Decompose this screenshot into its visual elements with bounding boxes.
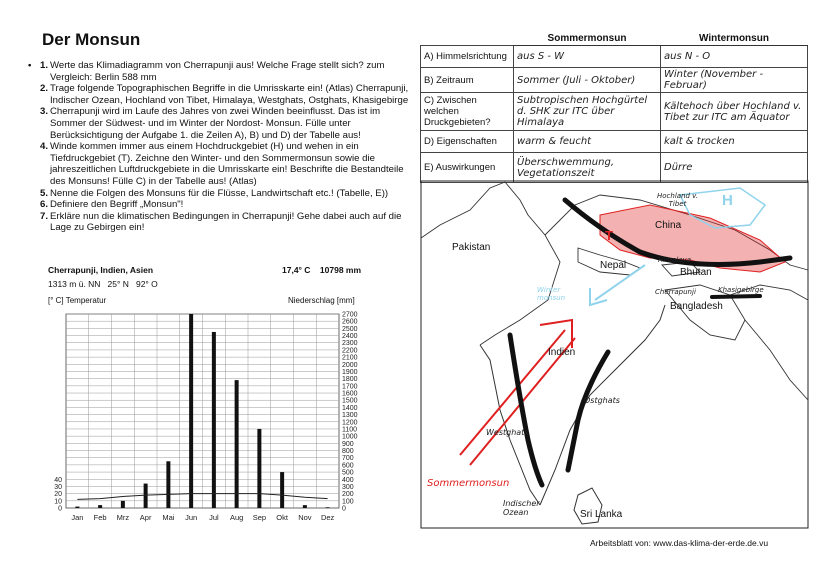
table-cell-winter: kalt & trocken	[661, 131, 808, 153]
precip-tick-label: 300	[342, 483, 354, 491]
precip-tick-label: 1300	[342, 412, 358, 420]
precip-tick-label: 2100	[342, 354, 358, 362]
map-label-hoch: H	[722, 192, 733, 209]
task-number: 7.	[39, 210, 48, 222]
precip-tick-label: 2400	[342, 333, 358, 341]
map-label-tibet: Hochland v. Tibet	[657, 192, 698, 208]
task-text: Werte das Klimadiagramm von Cherrapunji aus! Welche Frage stellt sich? zum Vergleich: Berlin 588 mm	[50, 60, 385, 83]
map-coast-india-east	[540, 305, 665, 505]
precip-tick-label: 2200	[342, 347, 358, 355]
month-tick-label: Nov	[298, 513, 312, 522]
map-label-china: China	[655, 220, 682, 231]
task-text: Erkläre nun die klimatischen Bedingungen in Cherrapunji! Gehe dabei auch auf die Lage zu Gebirgen ein!	[50, 210, 402, 234]
map-label-sommermonsun: Sommermonsun	[427, 478, 510, 489]
precip-tick-label: 2000	[342, 361, 358, 369]
table-cell-label: E) Auswirkungen	[421, 153, 514, 183]
precip-tick-label: 100	[342, 498, 354, 506]
month-tick-label: Sep	[252, 513, 267, 522]
temp-tick-label: 0	[58, 505, 62, 513]
task-text: Nenne die Folgen des Monsuns für die Flüsse, Landwirtschaft etc.! (Tabelle, E))	[50, 187, 389, 199]
map-label-tief: T	[605, 228, 613, 243]
station-name: Cherrapunji, Indien, Asien	[48, 265, 154, 275]
table-cell-sommer: warm & feucht	[514, 131, 661, 153]
khasigebirge-line	[712, 296, 760, 297]
task-number: 6.	[39, 199, 48, 211]
map-label-bangladesh: Bangladesh	[670, 301, 723, 312]
precip-tick-label: 2500	[342, 325, 358, 333]
task-number: 5.	[39, 187, 48, 199]
precip-tick-label: 2600	[342, 318, 358, 326]
task-text: Cherrapunji wird im Laufe des Jahres von zwei Winden beeinflusst. Das ist im Sommer der Südwest- und im Winter der Nordost- Monsun. Fülle unter Berücksichtigung der Aufgabe 1. die Zeilen A), B) und D) der Tabelle aus!	[50, 106, 381, 141]
month-tick-label: Okt	[276, 513, 288, 522]
temperature-axis-label: [° C] Temperatur	[48, 296, 107, 305]
precip-tick-label: 800	[342, 448, 354, 456]
table-cell-sommer: aus S - W	[514, 46, 661, 68]
table-cell-winter: Dürre	[661, 153, 808, 183]
station-coords: 1313 m ü. NN 25° N 92° O	[48, 279, 158, 289]
table-cell-label: D) Eigenschaften	[421, 131, 514, 153]
temp-tick-label: 10	[54, 498, 62, 506]
temp-summary: 17,4° C	[282, 265, 311, 275]
month-tick-label: Aug	[229, 513, 244, 522]
precip-tick-label: 0	[342, 505, 346, 513]
map-label-cherrapunji: Cherrapunji	[655, 288, 696, 296]
task-number: 4.	[39, 141, 48, 153]
month-tick-label: Mrz	[116, 513, 130, 522]
precip-tick-label: 600	[342, 462, 354, 470]
map-label-nepal: Nepal	[600, 260, 627, 271]
precip-tick-label: 1700	[342, 383, 358, 391]
precipitation-axis-label: Niederschlag [mm]	[288, 296, 355, 305]
task-text: Trage folgende Topographischen Begriffe in die Umrisskarte ein! (Atlas) Cherrapunji, Indischer Ozean, Hochland von Tibet, Himalaya, Westghats, Ostghats, Khasigebirge	[50, 83, 409, 106]
map-label-bhutan: Bhutan	[680, 267, 712, 278]
table-cell-sommer: Überschwemmung, Vegetationszeit	[514, 153, 661, 183]
month-tick-label: Jun	[185, 513, 198, 522]
map-label-westghats: Westghats	[486, 428, 529, 437]
ostghats-line	[568, 352, 608, 470]
precip-tick-label: 500	[342, 469, 354, 477]
temp-tick-label: 20	[54, 491, 62, 499]
month-tick-label: Jul	[209, 513, 219, 522]
month-tick-label: Jan	[71, 513, 84, 522]
precip-tick-label: 2300	[342, 340, 358, 348]
table-cell-winter: aus N - O	[661, 46, 808, 68]
table-cell-label: C) Zwischen welchen Druckgebieten?	[421, 93, 514, 131]
precip-tick-label: 1400	[342, 404, 358, 412]
credit-line: Arbeitsblatt von: www.das-klima-der-erde.de.vu	[590, 538, 769, 548]
month-tick-label: Feb	[93, 513, 107, 522]
map-label-pakistan: Pakistan	[452, 242, 491, 253]
task-number: 2.	[39, 83, 48, 95]
temp-tick-label: 40	[54, 476, 62, 484]
page-title: Der Monsun	[42, 30, 141, 49]
precip-tick-label: 1600	[342, 390, 358, 398]
sommermonsun-arrowhead	[540, 320, 572, 348]
table-cell-winter: Kältehoch über Hochland v. Tibet zur ITC am Äquator	[661, 93, 808, 131]
temp-tick-label: 30	[54, 483, 62, 491]
map-label-srilanka: Sri Lanka	[580, 509, 623, 520]
task-text: Winde kommen immer aus einem Hochdruckgebiet (H) und wehen in ein Tiefdruckgebiet (T). Zeichne den Winter- und den Sommermonsun sowie die jahreszeitlichen Luftdruckgebiete in die Umrisskarte ein! Beschrifte die Bestandteile des Monsuns! Fülle C) in der Tabelle aus! (Atlas)	[50, 141, 404, 187]
table-cell-sommer: Sommer (Juli - Oktober)	[514, 68, 661, 93]
map-label-khasigebirge: Khasigebirge	[718, 286, 764, 294]
precip-tick-label: 900	[342, 440, 354, 448]
month-tick-label: Mai	[162, 513, 175, 522]
precip-tick-label: 2700	[342, 311, 358, 319]
precip-tick-label: 1900	[342, 368, 358, 376]
precip-tick-label: 200	[342, 491, 354, 499]
map-label-himalaya: Himalaya	[658, 256, 691, 264]
table-cell-sommer: Subtropischen Hochgürtel d. SHK zur ITC über Himalaya	[514, 93, 661, 131]
task-text: Definiere den Begriff „Monsun"!	[50, 199, 184, 211]
table-header-sommer: Sommermonsun	[514, 31, 661, 46]
map-label-indien: Indien	[548, 347, 576, 358]
precip-tick-label: 1500	[342, 397, 358, 405]
map-label-ostghats: Ostghats	[584, 396, 620, 405]
table-cell-label: A) Himmelsrichtung	[421, 46, 514, 68]
map-label-ozean: Indischer Ozean	[503, 499, 540, 517]
map-border-pakistan	[421, 182, 560, 345]
task-number: 3.	[39, 106, 48, 118]
month-tick-label: Apr	[139, 513, 152, 522]
precip-tick-label: 400	[342, 476, 354, 484]
map-label-wintermonsun: Winter monsun	[537, 286, 566, 302]
precip-tick-label: 1100	[342, 426, 358, 434]
precip-tick-label: 700	[342, 455, 354, 463]
precip-tick-label: 1000	[342, 433, 358, 441]
precip-summary: 10798 mm	[319, 265, 362, 275]
task-number: • 1.	[32, 60, 48, 72]
map-border-east	[730, 285, 808, 400]
table-header-winter: Wintermonsun	[661, 31, 808, 46]
table-cell-label: B) Zeitraum	[421, 68, 514, 93]
precip-tick-label: 1800	[342, 376, 358, 384]
precip-tick-label: 1200	[342, 419, 358, 427]
table-cell-winter: Winter (November - Februar)	[661, 68, 808, 93]
month-tick-label: Dez	[320, 513, 335, 522]
